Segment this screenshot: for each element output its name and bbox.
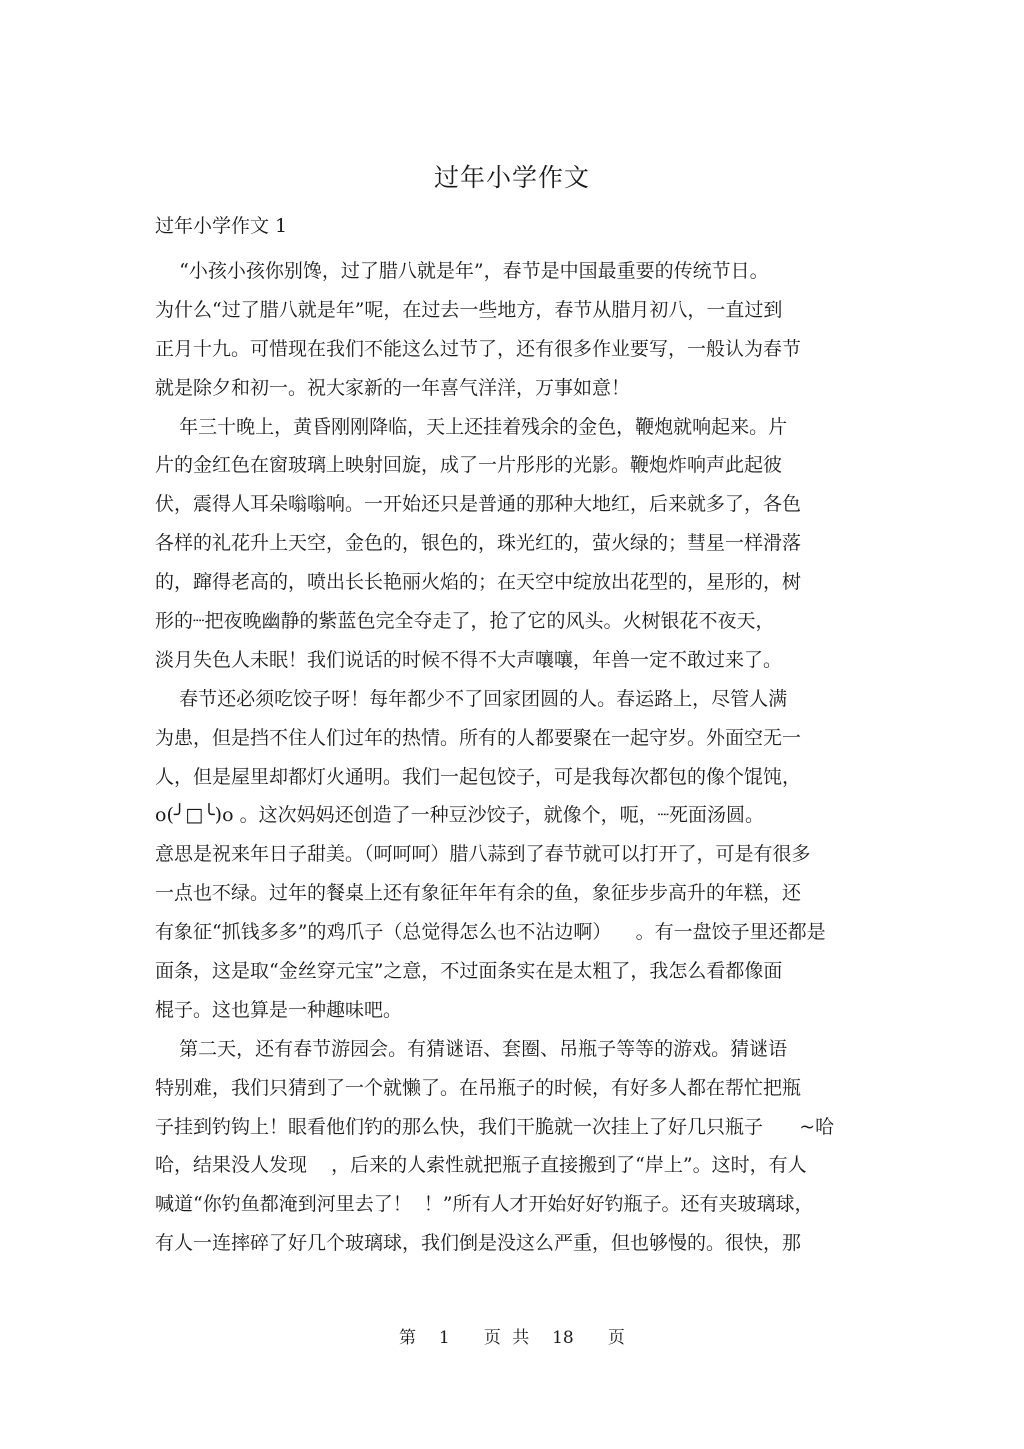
text-line: “小孩小孩你别馋，过了腊八就是年”，春节是中国最重要的传统节日。 — [155, 260, 769, 282]
document-subtitle: 过年小学作文 1 — [155, 215, 288, 237]
text-line: 就是除夕和初一。祝大家新的一年喜气洋洋，万事如意！ — [155, 376, 631, 399]
document-body — [155, 252, 875, 1263]
text-line: o(╯□╰)o 。这次妈妈还创造了一种豆沙饺子，就像个，呃，┈死面汤圆。 — [155, 804, 765, 827]
text-line: 年三十晚上，黄昏刚刚降临，天上还挂着残余的金色，鞭炮就响起来。片 — [155, 415, 788, 438]
text-line: 哈，结果没人发现 ，后来的人索性就把瓶子直接搬到了“岸上”。这时，有人 — [155, 1154, 807, 1177]
page-footer: 第 1 页 共 18 页 — [399, 1328, 625, 1348]
text-line: 正月十九。可惜现在我们不能这么过节了，还有很多作业要写，一般认为春节 — [155, 337, 802, 360]
text-line: 棍子。这也算是一种趣味吧。 — [155, 998, 403, 1021]
text-line: 特别难，我们只猜到了一个就懒了。在吊瓶子的时候，有好多人都在帮忙把瓶 — [155, 1076, 802, 1099]
text-line: 淡月失色人未眠！我们说话的时候不得不大声嚷嚷，年兽一定不敢过来了。 — [155, 648, 783, 671]
text-line: 子挂到钓钩上！眼看他们钓的那么快，我们干脆就一次挂上了好几只瓶子 ~哈 — [155, 1115, 835, 1138]
text-line: 一点也不绿。过年的餐桌上还有象征年年有余的鱼，象征步步高升的年糕，还 — [155, 882, 802, 905]
text-line: 人，但是屋里却都灯火通明。我们一起包饺子，可是我每次都包的像个馄饨， — [155, 765, 802, 788]
text-line: 形的┈把夜晚幽静的紫蓝色完全夺走了，抢了它的风头。火树银花不夜天， — [155, 610, 775, 633]
text-line: 第二天，还有春节游园会。有猜谜语、套圈、吊瓶子等等的游戏。猜谜语 — [155, 1037, 788, 1060]
text-line: 意思是祝来年日子甜美。（呵呵呵）腊八蒜到了春节就可以打开了，可是有很多 — [155, 843, 811, 866]
text-line: 为什么“过了腊八就是年”呢，在过去一些地方，春节从腊月初八，一直过到 — [155, 298, 783, 321]
text-line: 有人一连摔碎了好几个玻璃球，我们倒是没这么严重，但也够慢的。很快，那 — [155, 1232, 802, 1255]
text-line: 面条，这是取“金丝穿元宝”之意，不过面条实在是太粗了，我怎么看都像面 — [155, 960, 783, 983]
text-line: 喊道“你钓鱼都淹到河里去了！ ！”所有人才开始好好钓瓶子。还有夹玻璃球， — [155, 1193, 814, 1216]
text-line: 伏，震得人耳朵嗡嗡响。一开始还只是普通的那种大地红，后来就多了，各色 — [155, 493, 802, 516]
text-line: 的，蹿得老高的，喷出长长艳丽火焰的；在天空中绽放出花型的，星形的，树 — [155, 571, 802, 594]
document-title: 过年小学作文 — [433, 163, 590, 192]
text-line: 片的金红色在窗玻璃上映射回旋，成了一片彤彤的光影。鞭炮炸响声此起彼 — [155, 454, 783, 477]
text-line: 为患，但是挡不住人们过年的热情。所有的人都要聚在一起守岁。外面空无一 — [155, 726, 802, 749]
text-line: 春节还必须吃饺子呀！每年都少不了回家团圆的人。春运路上，尽管人满 — [155, 687, 788, 710]
text-line: 各样的礼花升上天空，金色的，银色的，珠光红的，萤火绿的；彗星一样滑落 — [155, 532, 802, 555]
text-line: 有象征“抓钱多多”的鸡爪子（总觉得怎么也不沾边啊） 。有一盘饺子里还都是 — [155, 921, 826, 944]
